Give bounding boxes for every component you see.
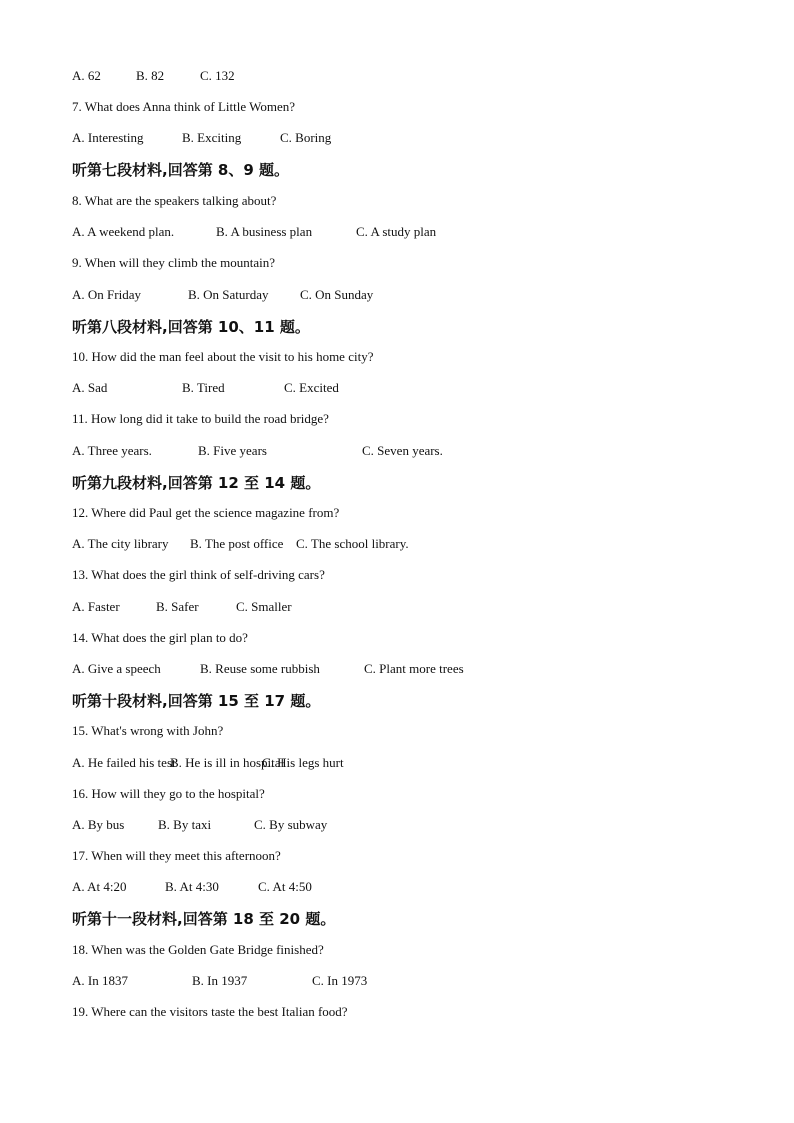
answer-option: C. On Sunday (300, 287, 374, 302)
answer-option: C. By subway (254, 817, 328, 832)
answer-option: C. The school library. (296, 536, 409, 551)
answer-option: A. The city library (72, 536, 169, 551)
question-text: 18. When was the Golden Gate Bridge finished? (72, 942, 324, 957)
answer-option: A. By bus (72, 817, 125, 832)
answer-option: B. The post office (190, 536, 284, 551)
answer-option: C. Seven years. (362, 443, 443, 458)
answer-option: C. Excited (284, 380, 339, 395)
answer-option: B. Tired (182, 380, 225, 395)
question-text: 16. How will they go to the hospital? (72, 786, 265, 801)
answer-option: B. Safer (156, 599, 199, 614)
answer-option: B. He is ill in hospital (170, 755, 285, 770)
answer-option: A. In 1837 (72, 973, 128, 988)
answer-option: B. At 4:30 (165, 879, 219, 894)
answer-option: C. Smaller (236, 599, 292, 614)
question-text: 13. What does the girl think of self-driving cars? (72, 567, 325, 582)
answer-option: A. On Friday (72, 287, 141, 302)
section-heading: 听第八段材料,回答第 10、11 题。 (72, 318, 310, 336)
answer-option: C. At 4:50 (258, 879, 312, 894)
answer-option: A. A weekend plan. (72, 224, 175, 239)
section-heading: 听第十段材料,回答第 15 至 17 题。 (72, 692, 321, 710)
question-text: 17. When will they meet this afternoon? (72, 848, 281, 863)
answer-option: B. In 1937 (192, 973, 248, 988)
question-text: 10. How did the man feel about the visit to his home city? (72, 349, 374, 364)
answer-option: B. Exciting (182, 130, 242, 145)
answer-option: B. On Saturday (188, 287, 269, 302)
answer-option: A. Three years. (72, 443, 152, 458)
answer-option: A. He failed his test (72, 755, 176, 770)
question-text: 9. When will they climb the mountain? (72, 255, 276, 270)
answer-option: C. A study plan (356, 224, 437, 239)
question-text: 12. Where did Paul get the science magazine from? (72, 505, 340, 520)
answer-option: A. Faster (72, 599, 120, 614)
answer-option: A. Sad (72, 380, 108, 395)
section-heading: 听第九段材料,回答第 12 至 14 题。 (72, 474, 321, 492)
answer-option: B. Five years (198, 443, 267, 458)
answer-option: B. Reuse some rubbish (200, 661, 320, 676)
answer-option: B. 82 (136, 68, 165, 83)
question-text: 11. How long did it take to build the road bridge? (72, 411, 329, 426)
question-text: 15. What's wrong with John? (72, 723, 224, 738)
question-text: 8. What are the speakers talking about? (72, 193, 277, 208)
question-text: 7. What does Anna think of Little Women? (72, 99, 296, 114)
answer-option: C. Plant more trees (364, 661, 464, 676)
answer-option: A. At 4:20 (72, 879, 127, 894)
answer-option: C. His legs hurt (262, 755, 344, 770)
answer-option: C. In 1973 (312, 973, 368, 988)
question-text: 19. Where can the visitors taste the best Italian food? (72, 1004, 348, 1019)
answer-option: C. Boring (280, 130, 332, 145)
section-heading: 听第七段材料,回答第 8、9 题。 (72, 161, 290, 179)
question-text: 14. What does the girl plan to do? (72, 630, 248, 645)
answer-option: B. A business plan (216, 224, 313, 239)
section-heading: 听第十一段材料,回答第 18 至 20 题。 (72, 910, 336, 928)
answer-option: A. Interesting (72, 130, 144, 145)
answer-option: C. 132 (200, 68, 235, 83)
answer-option: A. Give a speech (72, 661, 161, 676)
answer-option: B. By taxi (158, 817, 212, 832)
answer-option: A. 62 (72, 68, 101, 83)
